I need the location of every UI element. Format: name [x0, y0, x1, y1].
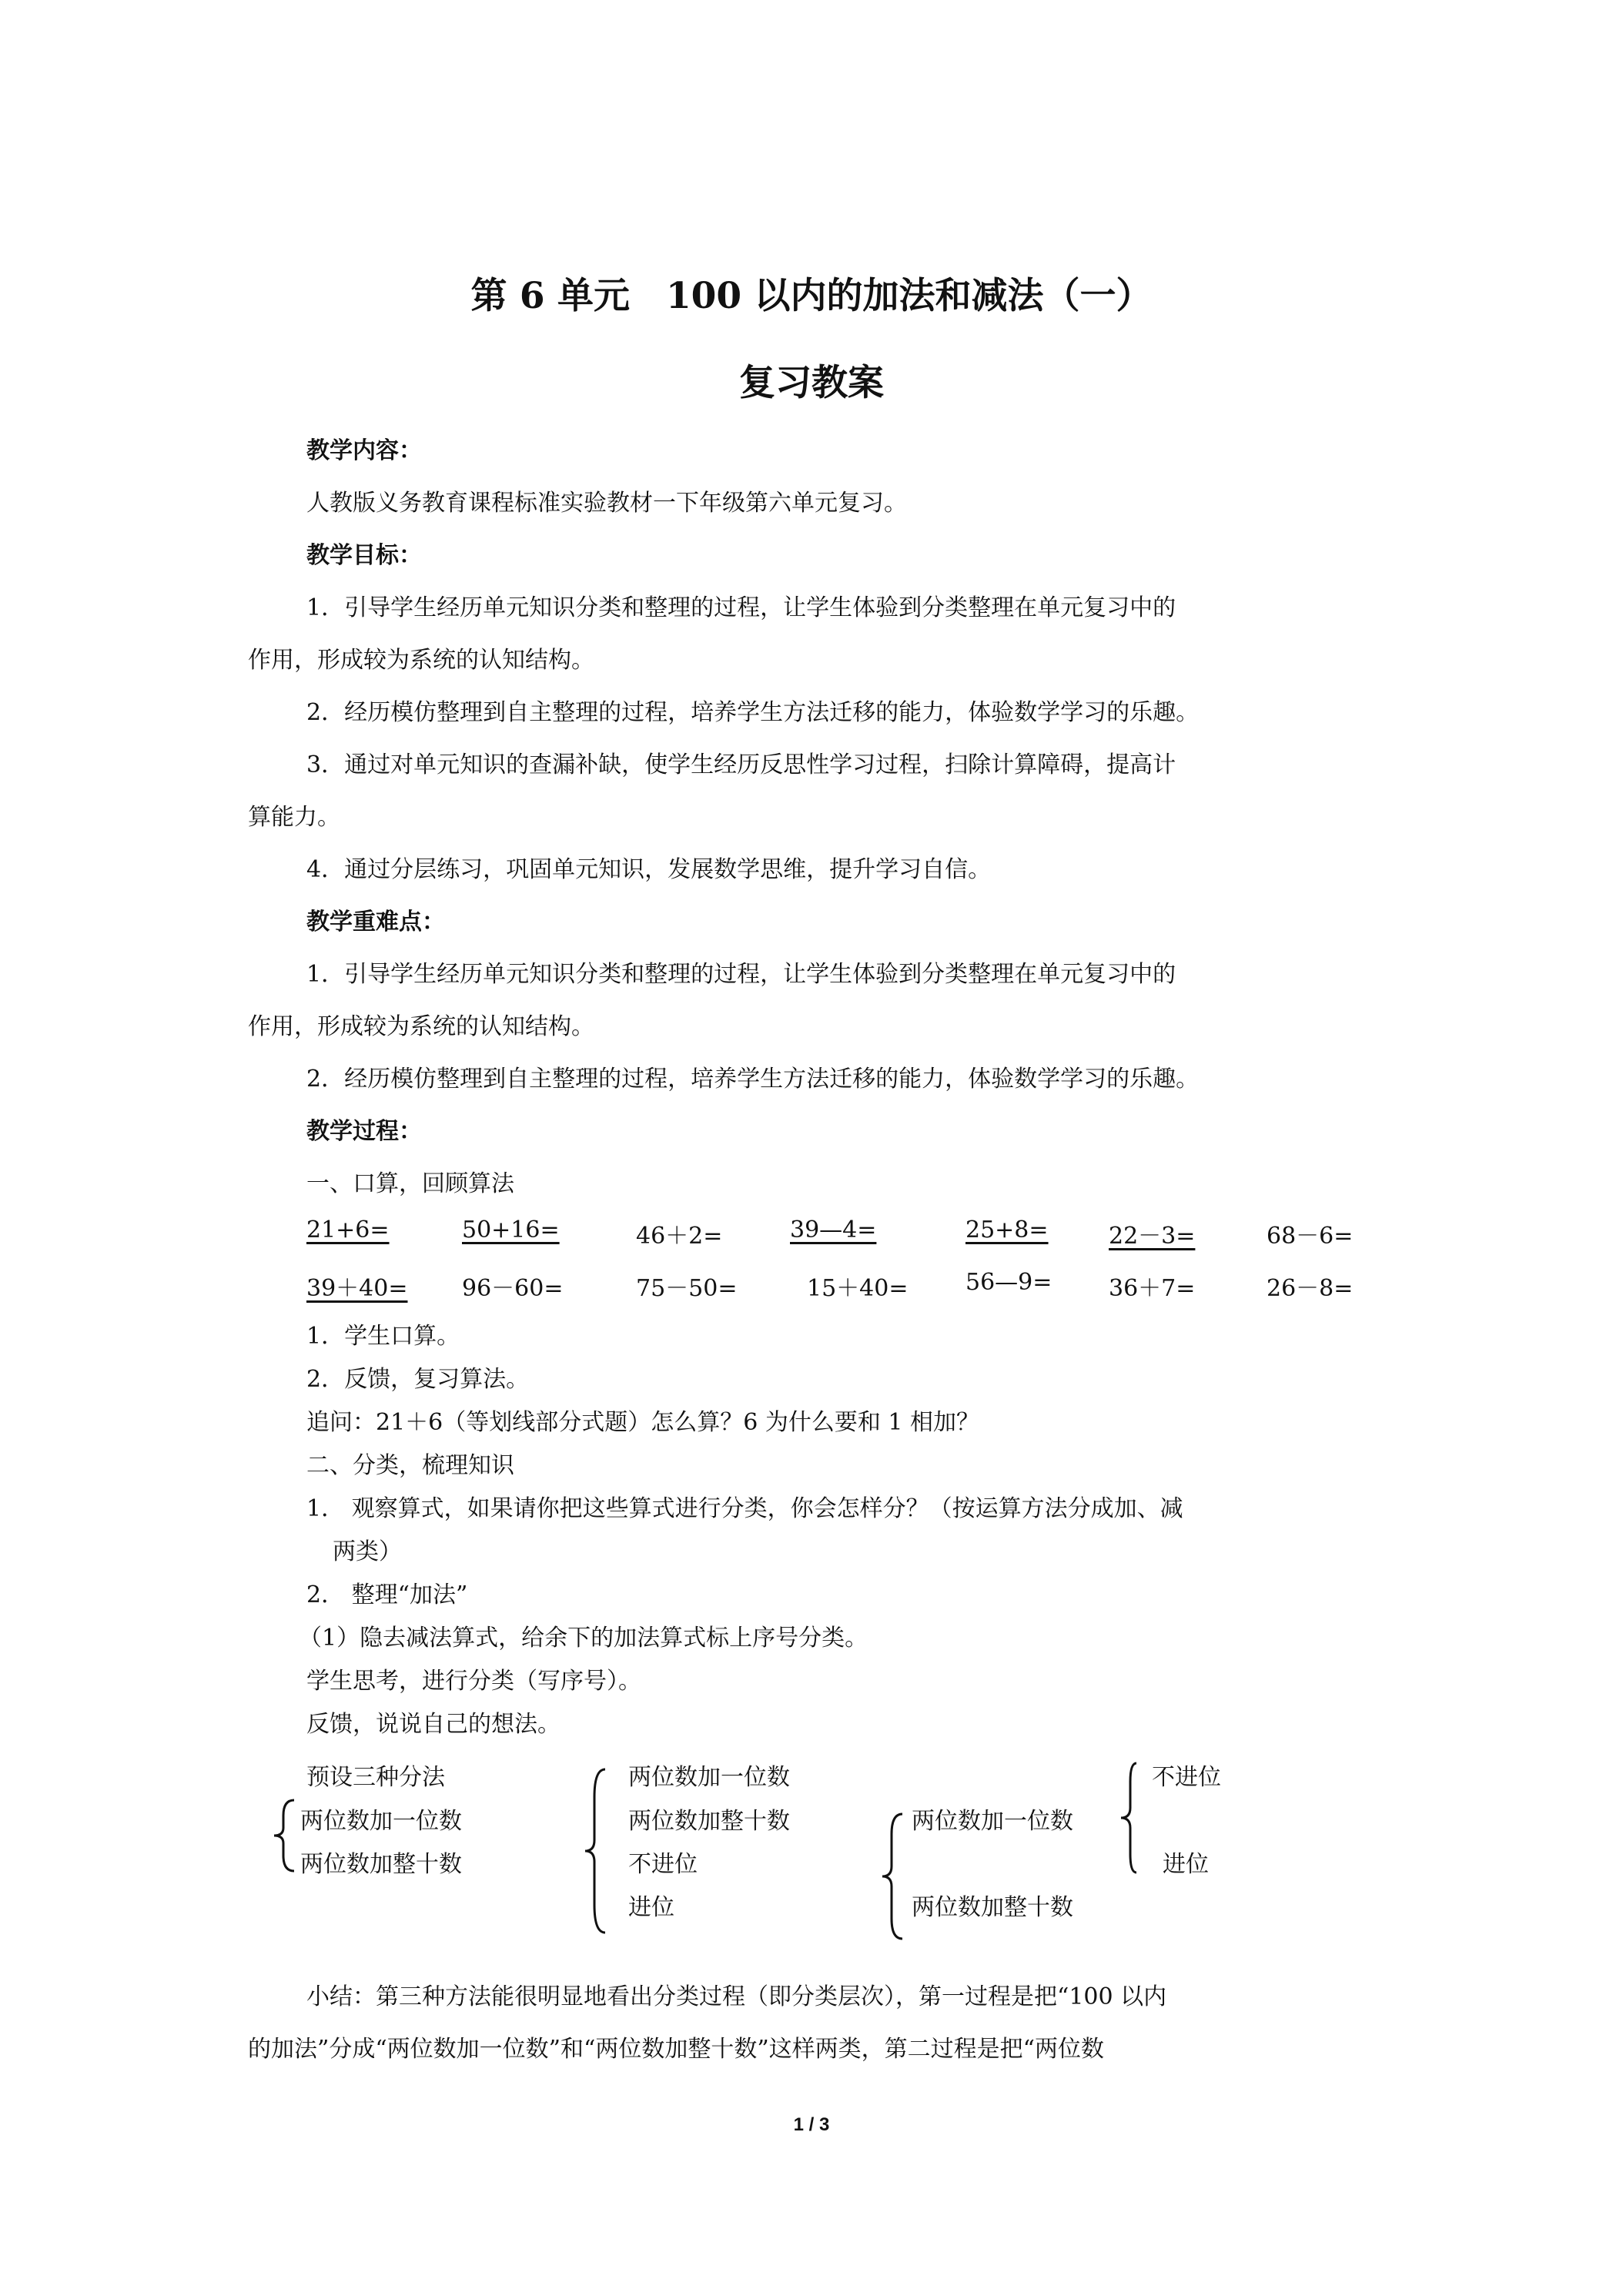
calc-item: 96－60=: [462, 1275, 564, 1302]
method-3-top: 两位数加一位数: [912, 1808, 1073, 1835]
key-point-1-line-1: 1．引导学生经历单元知识分类和整理的过程，让学生体验到分类整理在单元复习中的: [306, 961, 1176, 988]
brace-icon: [269, 1797, 300, 1874]
calc-item: 68－6=: [1267, 1223, 1354, 1250]
section-2-title: 二、分类，梳理知识: [306, 1452, 514, 1479]
key-point-2: 2．经历模仿整理到自主整理的过程，培养学生方法迁移的能力，体验数学学习的乐趣。: [306, 1066, 1200, 1093]
goal-2: 2．经历模仿整理到自主整理的过程，培养学生方法迁移的能力，体验数学学习的乐趣。: [306, 699, 1200, 726]
page-number: 1 / 3: [793, 2114, 830, 2135]
calc-item: 46＋2=: [636, 1223, 723, 1250]
preset-label: 预设三种分法: [306, 1764, 445, 1791]
key-points-heading: 教学重难点：: [306, 909, 445, 935]
calc-item: 39＋40=: [306, 1275, 408, 1302]
content-text: 人教版义务教育课程标准实验教材一下年级第六单元复习。: [306, 490, 907, 517]
calc-item: 39—4=: [790, 1217, 877, 1243]
method-3-sub: 进位: [1163, 1851, 1209, 1878]
calc-item: 36＋7=: [1109, 1275, 1196, 1302]
section-2-item-1-line-1: 1． 观察算式，如果请你把这些算式进行分类，你会怎样分？（按运算方法分成加、减: [306, 1495, 1183, 1522]
process-heading: 教学过程：: [306, 1118, 422, 1145]
key-point-1-line-2: 作用，形成较为系统的认知结构。: [248, 1013, 594, 1040]
section-1-title: 一、口算，回顾算法: [306, 1170, 514, 1197]
section-2-feedback: 反馈，说说自己的想法。: [306, 1711, 561, 1738]
section-2-sub-1: （1）隐去减法算式，给余下的加法算式标上序号分类。: [299, 1625, 868, 1652]
goal-1-line-1: 1．引导学生经历单元知识分类和整理的过程，让学生体验到分类整理在单元复习中的: [306, 594, 1176, 621]
method-3-sub: 不进位: [1152, 1764, 1221, 1791]
brace-icon: [581, 1766, 611, 1936]
calc-item: 22－3=: [1109, 1223, 1196, 1250]
summary-line-2: 的加法”分成“两位数加一位数”和“两位数加整十数”这样两类，第二过程是把“两位数: [248, 2036, 1105, 2063]
calc-item: 50+16=: [462, 1217, 560, 1243]
goal-1-line-2: 作用，形成较为系统的认知结构。: [248, 647, 594, 674]
section-2-item-2: 2． 整理“加法”: [306, 1581, 468, 1608]
method-1-item: 两位数加整十数: [300, 1851, 462, 1878]
followup-question: 追问：21＋6（等划线部分式题）怎么算？6 为什么要和 1 相加？: [306, 1409, 980, 1436]
step-2: 2．反馈，复习算法。: [306, 1366, 530, 1393]
calc-item: 56—9=: [965, 1269, 1052, 1296]
calc-item: 25+8=: [965, 1217, 1049, 1243]
method-2-item: 进位: [628, 1894, 674, 1921]
method-1-item: 两位数加一位数: [300, 1808, 462, 1835]
summary-line-1: 小结：第三种方法能很明显地看出分类过程（即分类层次），第一过程是把“100 以内: [306, 1983, 1167, 2010]
goal-3-line-2: 算能力。: [248, 804, 340, 831]
section-2-think: 学生思考，进行分类（写序号）。: [306, 1668, 641, 1695]
goals-heading: 教学目标：: [306, 542, 422, 569]
page-title: 第 6 单元 100 以内的加法和减法（一）: [470, 275, 1153, 317]
method-2-item: 不进位: [628, 1851, 698, 1878]
calc-item: 15＋40=: [807, 1275, 909, 1302]
goal-4: 4．通过分层练习，巩固单元知识，发展数学思维，提升学习自信。: [306, 856, 992, 883]
goal-3-line-1: 3．通过对单元知识的查漏补缺，使学生经历反思性学习过程，扫除计算障碍，提高计: [306, 751, 1176, 778]
page-subtitle: 复习教案: [739, 362, 884, 404]
method-2-item: 两位数加整十数: [628, 1808, 790, 1835]
calc-item: 21+6=: [306, 1217, 390, 1243]
calc-item: 75－50=: [636, 1275, 738, 1302]
calc-item: 26－8=: [1267, 1275, 1354, 1302]
brace-icon: [1113, 1760, 1144, 1876]
brace-icon: [878, 1811, 909, 1942]
method-2-item: 两位数加一位数: [628, 1764, 790, 1791]
content-heading: 教学内容：: [306, 437, 422, 464]
step-1: 1．学生口算。: [306, 1323, 460, 1350]
section-2-item-1-line-2: 两类）: [333, 1538, 402, 1565]
method-3-bottom: 两位数加整十数: [912, 1894, 1073, 1921]
